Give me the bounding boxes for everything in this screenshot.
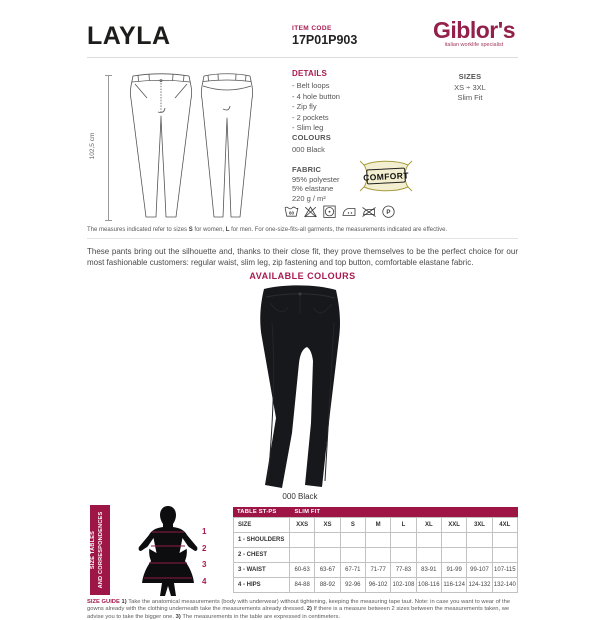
- item-code-value: 17P01P903: [292, 33, 358, 47]
- svg-text:60: 60: [288, 210, 295, 216]
- size-tables-sidebar-label: SIZE TABLES AND CORRESPONDENCES: [90, 511, 104, 589]
- swatch-caption: 000 Black: [282, 492, 318, 501]
- comfort-badge-icon: [358, 157, 414, 195]
- do-not-steam-iron-icon: [361, 204, 377, 219]
- brand-logo: [428, 18, 520, 48]
- care-icons-row: [284, 204, 396, 219]
- sizes-section: [422, 69, 518, 104]
- fabric-title: FABRIC: [292, 165, 322, 174]
- pants-front-sketch-icon: [127, 72, 195, 222]
- page-title: LAYLA: [87, 22, 171, 50]
- size-table: [233, 517, 518, 593]
- measure-point-3: 3: [202, 560, 207, 569]
- brand-tagline: italian worklife specialist: [444, 42, 504, 48]
- table-fit: SLIM FIT: [294, 509, 321, 515]
- fabric-line: 220 g / m²: [292, 193, 326, 203]
- sizes-fit: Slim Fit: [457, 93, 483, 102]
- measurement-point-numbers: [202, 524, 206, 590]
- colours-title: COLOURS: [292, 133, 331, 142]
- svg-text:P: P: [386, 209, 391, 216]
- measurement-figure-icon: [128, 505, 208, 600]
- pants-back-sketch-icon: [199, 72, 255, 222]
- size-tables-sidebar: [90, 505, 110, 595]
- detail-item: - 2 pockets: [292, 112, 329, 122]
- tumble-dry-icon: [322, 204, 337, 219]
- detail-item: - Slim leg: [292, 123, 324, 132]
- item-code-label: ITEM CODE: [292, 25, 332, 32]
- product-photo-black-pants: [248, 283, 352, 490]
- details-list: [292, 81, 340, 134]
- dry-clean-p-icon: [381, 204, 396, 219]
- fabric-line: 5% elastane: [292, 184, 334, 193]
- table-row: 2 - CHEST: [234, 548, 518, 563]
- details-title: DETAILS: [292, 69, 328, 78]
- size-table-block: [233, 507, 518, 593]
- measure-point-4: 4: [202, 576, 207, 586]
- available-colours-title: AVAILABLE COLOURS: [249, 271, 356, 281]
- detail-item: - Belt loops: [292, 81, 330, 90]
- measure-cap-bottom: [105, 220, 112, 221]
- sizes-title: SIZES: [458, 72, 482, 81]
- table-row: 3 - WAIST 60-63 63-67 67-71 71-77 77-83 83-91 91-99 99-107 107-115: [234, 563, 518, 578]
- brand-name: Giblor's: [433, 17, 515, 43]
- colours-section: [292, 130, 331, 154]
- header-divider: [87, 57, 518, 58]
- size-guide-text: SIZE GUIDE 1) Take the anatomical measurements (body with underwear) without tightening, keeping the measuring tape taut. Note: in case you want to wear of the gowns already with the clothing underneath take the measurements already dressed. 2) If there is a measure between 2 sizes between the measurements taken, we advise you to take the bigger one. 3) The measurements in the table are expressed in centimeters.: [87, 599, 511, 620]
- detail-item: - 4 hole button: [292, 91, 340, 101]
- section-divider: [87, 238, 518, 239]
- table-row: 1 - SHOULDERS: [234, 533, 518, 548]
- iron-icon: [341, 204, 357, 219]
- colours-value: 000 Black: [292, 145, 325, 154]
- fabric-line: 95% polyester: [292, 174, 340, 184]
- fabric-section: [292, 162, 340, 203]
- measure-point-2: 2: [202, 543, 207, 553]
- table-code: TABLE ST-PS: [237, 509, 277, 515]
- svg-text:COMFORT: COMFORT: [362, 170, 410, 183]
- measure-cap-top: [105, 75, 112, 76]
- measure-point-1: 1: [202, 527, 207, 536]
- length-measure-line: [108, 75, 109, 221]
- wash-60-icon: [284, 204, 299, 219]
- product-description: These pants bring out the silhouette and, thanks to their close fit, they prove themselves to be the perfect choice for our most fashionable customers: regular waist, slim leg, zip fastening and top button, comfortable elastane fabric.: [87, 247, 518, 267]
- do-not-bleach-icon: [303, 204, 318, 219]
- detail-item: - Zip fly: [292, 102, 317, 111]
- table-row: 4 - HIPS 84-88 88-92 92-96 96-102 102-108 108-116 116-124 124-132 132-140: [234, 578, 518, 593]
- size-table-header-bar: [233, 507, 518, 517]
- size-table-header-row: SIZE XXS XS S M L XL XXL 3XL 4XL: [234, 518, 518, 533]
- item-code-block: [292, 25, 357, 47]
- details-section: [292, 69, 340, 134]
- measures-note: The measures indicated refer to sizes S for women, L for men. For one-size-fits-all garments, the measurements indicated are effective.: [87, 227, 448, 233]
- length-label: 102,5 cm: [89, 132, 96, 160]
- sizes-range: XS ÷ 3XL: [454, 82, 486, 92]
